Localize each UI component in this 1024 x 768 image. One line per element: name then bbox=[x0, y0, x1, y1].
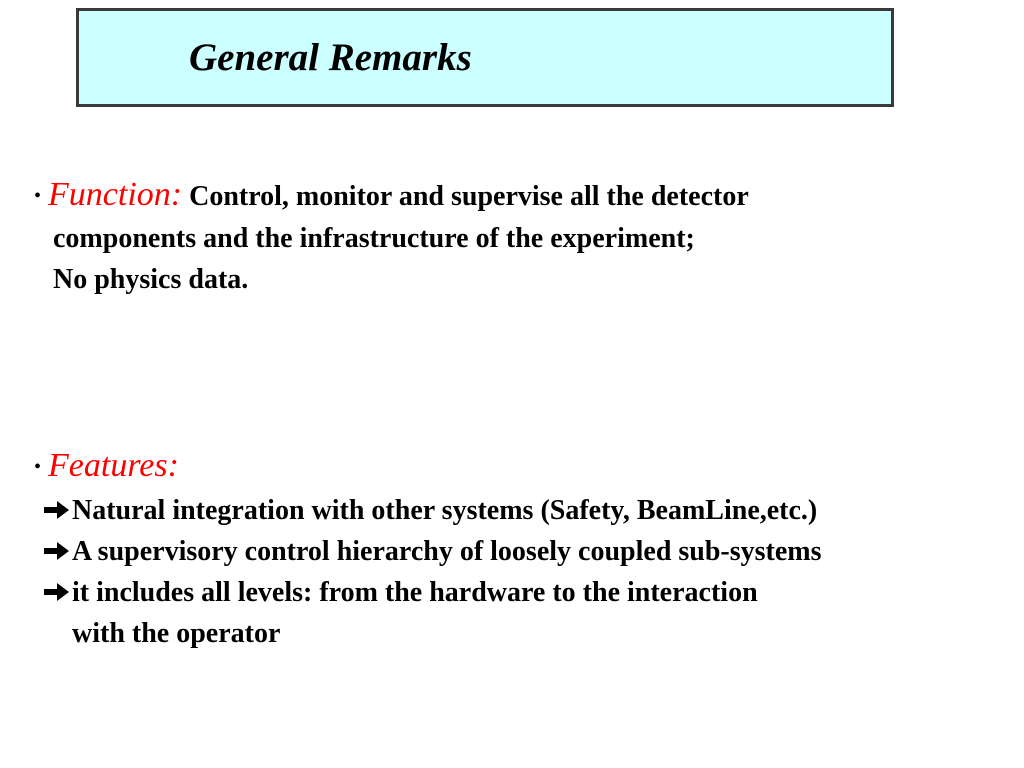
right-arrow-icon bbox=[43, 500, 70, 520]
bullet-dot: • bbox=[34, 456, 42, 478]
function-line3: No physics data. bbox=[53, 264, 249, 295]
feature-item bbox=[43, 497, 817, 525]
right-arrow-icon bbox=[43, 541, 70, 561]
feature-item bbox=[43, 579, 758, 607]
function-keyword: Function: bbox=[48, 176, 183, 213]
feature-item-text: A supervisory control hierarchy of loosely coupled sub-systems bbox=[72, 536, 822, 567]
title-box bbox=[76, 8, 894, 107]
feature-item-text: Natural integration with other systems (Safety, BeamLine,etc.) bbox=[72, 495, 818, 526]
function-bullet-line bbox=[34, 178, 749, 212]
bullet-dot: • bbox=[34, 185, 42, 207]
function-line1-text: Control, monitor and supervise all the detector bbox=[189, 181, 749, 212]
slide-title: General Remarks bbox=[189, 36, 472, 79]
features-keyword: Features: bbox=[48, 447, 179, 484]
features-bullet-line bbox=[34, 449, 179, 483]
feature-item bbox=[43, 538, 822, 566]
right-arrow-icon bbox=[43, 582, 70, 602]
feature-item-continuation: with the operator bbox=[72, 618, 281, 649]
function-line2: components and the infrastructure of the experiment; bbox=[53, 223, 695, 254]
feature-item-text: it includes all levels: from the hardware to the interaction bbox=[72, 577, 758, 608]
